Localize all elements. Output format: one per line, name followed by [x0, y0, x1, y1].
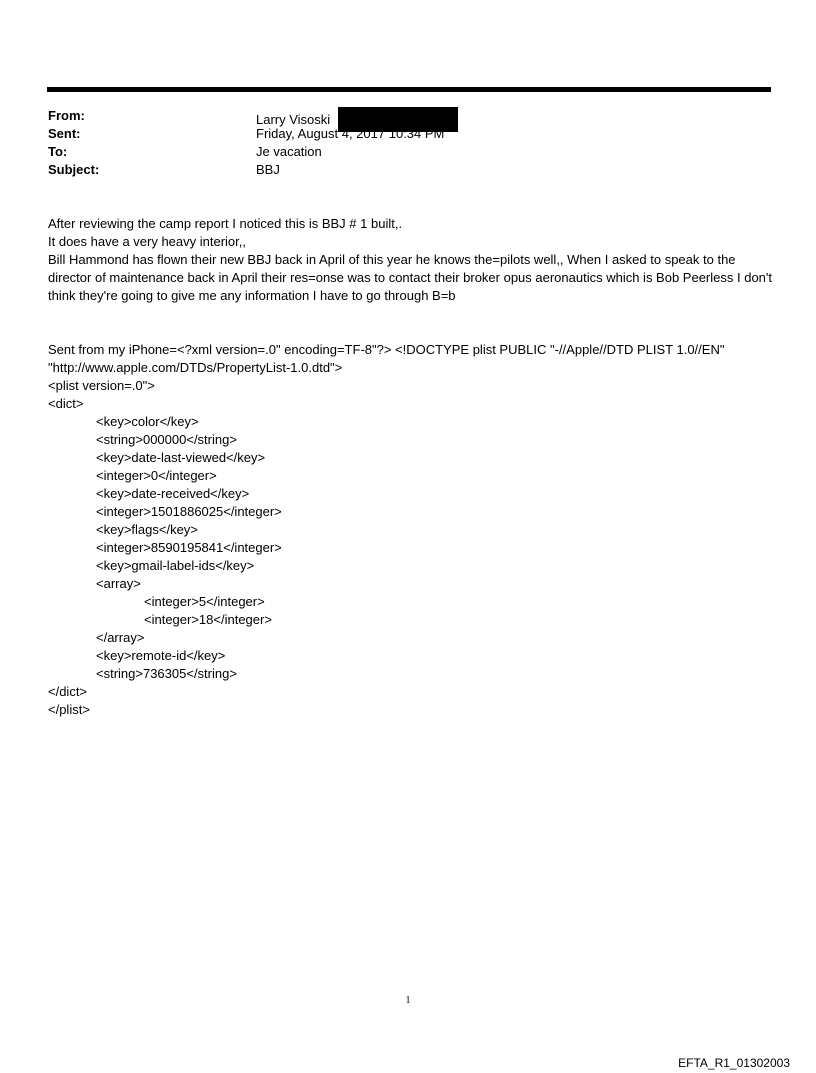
header-rule — [47, 87, 771, 92]
page-number: 1 — [405, 995, 411, 1006]
plist-line: </dict> — [48, 684, 88, 699]
plist-line: </array> — [96, 630, 145, 645]
subject-label: Subject: — [48, 162, 100, 177]
plist-line: <key>color</key> — [96, 414, 199, 429]
sender-name: Larry Visoski — [256, 112, 331, 127]
plist-line: <string>736305</string> — [96, 666, 237, 681]
document-id: EFTA_R1_01302003 — [678, 1056, 790, 1070]
plist-line: <integer>8590195841</integer> — [96, 540, 282, 555]
body-paragraph: Bill Hammond has flown their new BBJ back in April of this year he knows the=pilots well,, When I asked to speak to the director of maintenance back in April their res=onse was to contact their broker opus aeronautics which is Bob Peerless I don't think they're going to give me any information I have to go through B=b — [48, 252, 773, 303]
from-label: From: — [48, 108, 85, 123]
plist-line: <integer>18</integer> — [144, 612, 272, 627]
sent-label: Sent: — [48, 126, 81, 141]
plist-line: <dict> — [48, 396, 84, 411]
subject-value: BBJ — [256, 162, 280, 177]
to-value: Je vacation — [256, 144, 322, 159]
plist-line: Sent from my iPhone=<?xml version=.0" encoding=TF-8"?> <!DOCTYPE plist PUBLIC "-//Apple//DTD PLIST 1.0//EN" — [48, 342, 725, 357]
plist-line: <array> — [96, 576, 141, 591]
plist-line: <key>date-last-viewed</key> — [96, 450, 266, 465]
plist-line: <key>gmail-label-ids</key> — [96, 558, 255, 573]
plist-line: <integer>1501886025</integer> — [96, 504, 282, 519]
plist-line: <key>date-received</key> — [96, 486, 250, 501]
plist-line: "http://www.apple.com/DTDs/PropertyList-1.0.dtd"> — [48, 360, 343, 375]
email-body — [48, 215, 772, 305]
body-line: After reviewing the camp report I noticed this is BBJ # 1 built,. — [48, 216, 403, 231]
plist-line: <key>flags</key> — [96, 522, 198, 537]
plist-line: <integer>5</integer> — [144, 594, 265, 609]
plist-line: <integer>0</integer> — [96, 468, 217, 483]
plist-block — [48, 341, 772, 719]
plist-line: <plist version=.0"> — [48, 378, 155, 393]
plist-line: <key>remote-id</key> — [96, 648, 226, 663]
sent-value: Friday, August 4, 2017 10:34 PM — [256, 126, 445, 141]
plist-line: <string>000000</string> — [96, 432, 237, 447]
plist-line: </plist> — [48, 702, 90, 717]
body-line: It does have a very heavy interior,, — [48, 234, 246, 249]
to-label: To: — [48, 144, 68, 159]
